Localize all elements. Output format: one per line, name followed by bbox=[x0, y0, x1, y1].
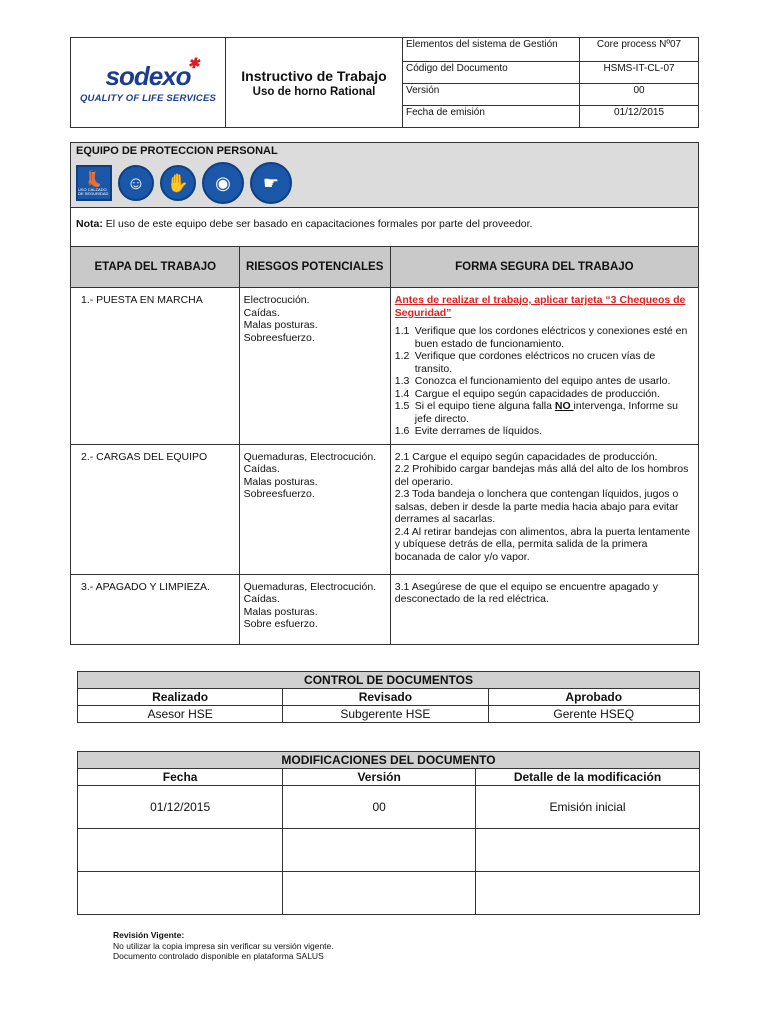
riesgo: Sobre esfuerzo. bbox=[243, 618, 318, 630]
riesgo: Caídas. bbox=[243, 463, 280, 475]
riesgo: Malas posturas. bbox=[243, 475, 318, 488]
star-icon: ✱ bbox=[187, 55, 199, 71]
footer-line: Documento controlado disponible en plataforma SALUS bbox=[113, 951, 324, 961]
etapa-cell: 1.- PUESTA EN MARCHA bbox=[71, 288, 240, 445]
footer-note bbox=[113, 930, 334, 962]
logo-cell bbox=[71, 38, 226, 128]
step: 1.4 Cargue el equipo según capacidades de producción. bbox=[394, 387, 660, 400]
mask-icon: ☺ bbox=[118, 165, 154, 201]
step: 2.3 Toda bandeja o lonchera que contengan líquidos, jugos o salsas, deben ir desde la parte media hacia abajo para evitar derrames al sacarlas. bbox=[394, 488, 679, 525]
hand-protection-icon: ☛ bbox=[250, 162, 292, 204]
riesgo: Electrocución. bbox=[243, 294, 310, 306]
gloves-icon: ✋ bbox=[160, 165, 196, 201]
column-header: Revisado bbox=[283, 689, 488, 706]
meta-label: Elementos del sistema de Gestión bbox=[403, 38, 580, 62]
table-cell: 01/12/2015 bbox=[78, 786, 283, 829]
safety-boots-icon: 👢 USO CALZADO DE SEGURIDAD bbox=[76, 165, 112, 201]
epp-section bbox=[71, 143, 699, 208]
footer-line: No utilizar la copia impresa sin verificar su versión vigente. bbox=[113, 940, 334, 951]
goggles-icon: ◉ bbox=[202, 162, 244, 204]
step: 1.2 Verifique que cordones eléctricos no crucen vías de transito. bbox=[394, 350, 656, 375]
forma-segura-cell bbox=[390, 288, 698, 445]
column-header: Fecha bbox=[78, 769, 283, 786]
riesgo: Malas posturas. bbox=[243, 319, 318, 331]
etapa-cell: 2.- CARGAS DEL EQUIPO bbox=[71, 444, 240, 574]
table-row bbox=[71, 288, 699, 445]
table-cell: Subgerente HSE bbox=[283, 706, 488, 723]
table-cell: Gerente HSEQ bbox=[488, 706, 700, 723]
riesgo: Sobreesfuerzo. bbox=[243, 488, 315, 500]
document-subtitle: Uso de horno Rational bbox=[252, 85, 376, 98]
table-row bbox=[78, 829, 700, 872]
table-row bbox=[71, 444, 699, 574]
column-header: Versión bbox=[283, 769, 476, 786]
nota-row bbox=[71, 208, 699, 247]
epp-icons bbox=[76, 162, 693, 204]
table-cell: Asesor HSE bbox=[78, 706, 283, 723]
document-title: Instructivo de Trabajo bbox=[241, 67, 387, 84]
meta-label: Fecha de emisión bbox=[403, 106, 580, 128]
table-cell: Emisión inicial bbox=[476, 786, 700, 829]
logo-tagline: QUALITY OF LIFE SERVICES bbox=[79, 93, 217, 104]
step: 1.3 Conozca el funcionamiento del equipo antes de usarlo. bbox=[394, 375, 671, 387]
step: 1.5 Si el equipo tiene alguna falla NO intervenga, Informe su jefe directo. bbox=[394, 400, 679, 425]
forma-segura-cell bbox=[390, 444, 698, 574]
forma-segura-cell bbox=[390, 574, 698, 644]
section-title: CONTROL DE DOCUMENTOS bbox=[78, 672, 700, 689]
riesgo: Caídas. bbox=[243, 593, 280, 605]
control-documentos-table bbox=[77, 671, 700, 723]
procedure-table bbox=[70, 142, 699, 645]
riesgo: Quemaduras, Electrocución. bbox=[243, 580, 377, 593]
title-cell bbox=[226, 38, 403, 128]
column-header: Realizado bbox=[78, 689, 283, 706]
document-header bbox=[70, 37, 699, 128]
warning-text: Antes de realizar el trabajo, aplicar tarjeta “3 Chequeos de Seguridad” bbox=[394, 294, 686, 319]
section-title: MODIFICACIONES DEL DOCUMENTO bbox=[78, 752, 700, 769]
column-header: RIESGOS POTENCIALES bbox=[239, 247, 390, 288]
riesgo: Sobreesfuerzo. bbox=[243, 331, 315, 344]
meta-label: Código del Documento bbox=[403, 62, 580, 84]
column-header: FORMA SEGURA DEL TRABAJO bbox=[390, 247, 698, 288]
table-row bbox=[71, 574, 699, 644]
nota-label: Nota: bbox=[76, 218, 103, 230]
footer-title: Revisión Vigente: bbox=[113, 930, 185, 940]
meta-value: 01/12/2015 bbox=[580, 106, 699, 128]
riesgo: Malas posturas. bbox=[243, 605, 318, 618]
riesgos-cell bbox=[239, 444, 390, 574]
step: 1.6 Evite derrames de líquidos. bbox=[394, 425, 542, 437]
riesgos-cell bbox=[239, 574, 390, 644]
etapa-cell: 3.- APAGADO Y LIMPIEZA. bbox=[71, 574, 240, 644]
step: 2.4 Al retirar bandejas con alimentos, abra la puerta lentamente y ubíquese detrás de ella, permita salida de la primera bocanada de calor y/o vapor. bbox=[394, 525, 691, 563]
table-row bbox=[78, 872, 700, 915]
sodexo-logo: sodexo ✱ bbox=[105, 55, 199, 91]
riesgo: Quemaduras, Electrocución. bbox=[243, 450, 377, 463]
epp-title: EQUIPO DE PROTECCION PERSONAL bbox=[76, 145, 278, 157]
meta-label: Versión bbox=[403, 84, 580, 106]
step: 2.1 Cargue el equipo según capacidades de producción. bbox=[394, 450, 658, 463]
meta-value: HSMS-IT-CL-07 bbox=[580, 62, 699, 84]
step: 1.1 Verifique que los cordones eléctricos y conexiones esté en buen estado de funcionamiento. bbox=[394, 325, 688, 350]
modificaciones-table bbox=[77, 751, 700, 915]
riesgos-cell bbox=[239, 288, 390, 445]
column-header: ETAPA DEL TRABAJO bbox=[71, 247, 240, 288]
column-header: Aprobado bbox=[488, 689, 700, 706]
table-row bbox=[78, 786, 700, 829]
meta-value: Core process Nº07 bbox=[580, 38, 699, 62]
step: 3.1 Asegúrese de que el equipo se encuentre apagado y desconectado de la red eléctrica. bbox=[394, 580, 659, 605]
table-cell: 00 bbox=[283, 786, 476, 829]
column-header: Detalle de la modificación bbox=[476, 769, 700, 786]
riesgo: Caídas. bbox=[243, 306, 280, 319]
nota-text: El uso de este equipo debe ser basado en capacitaciones formales por parte del proveedor. bbox=[102, 218, 533, 230]
step: 2.2 Prohibido cargar bandejas más allá del alto de los hombros del operario. bbox=[394, 463, 689, 488]
meta-value: 00 bbox=[580, 84, 699, 106]
